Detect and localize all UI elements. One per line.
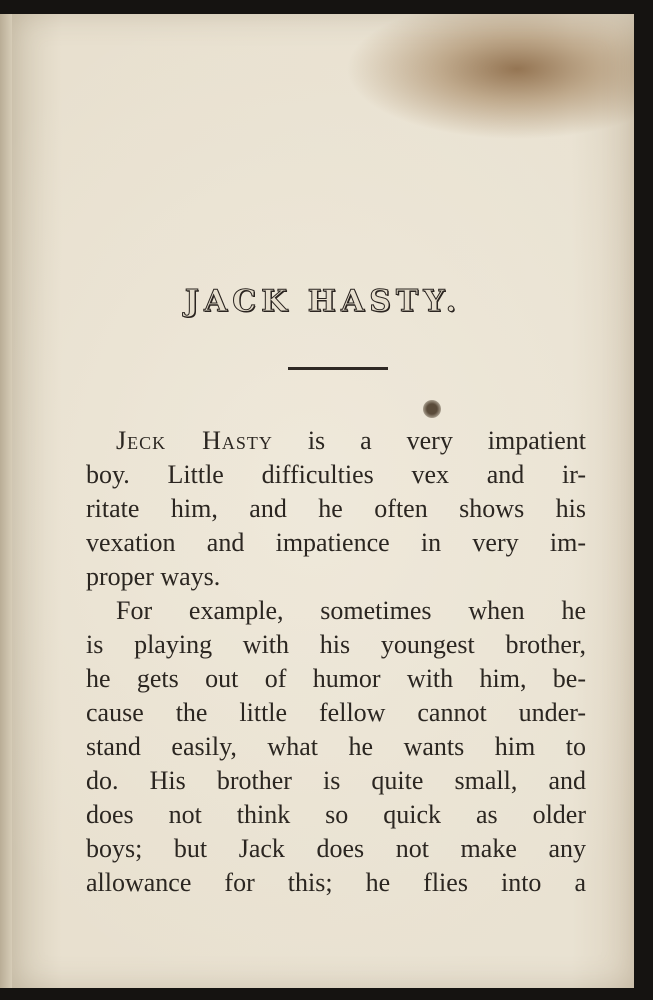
page (12, 14, 634, 988)
text-line: allowance for this; he flies into a (86, 868, 586, 897)
text-line: does not think so quick as older (86, 800, 586, 829)
character-name: Jeck Hasty (116, 426, 273, 455)
title-rule (288, 367, 388, 370)
text-line: proper ways. (86, 562, 221, 591)
text-line: boy. Little difficulties vex and ir- (86, 460, 586, 489)
text-line: he gets out of humor with him, be- (86, 664, 586, 693)
text-line: stand easily, what he wants him to (86, 732, 586, 761)
text-line: cause the little fellow cannot under- (86, 698, 586, 727)
ink-speck (423, 400, 441, 418)
text-line: vexation and impatience in very im- (86, 528, 586, 557)
text-line: do. His brother is quite small, and (86, 766, 586, 795)
text-line: is playing with his youngest brother, (86, 630, 586, 659)
text-line: Jeck Hasty is a very impatient (116, 426, 587, 455)
text-line: For example, sometimes when he (116, 596, 586, 625)
text-line: boys; but Jack does not make any (86, 834, 586, 863)
page-title: JACK HASTY. (184, 284, 462, 319)
body-text (86, 424, 586, 900)
text-line: ritate him, and he often shows his (86, 494, 586, 523)
